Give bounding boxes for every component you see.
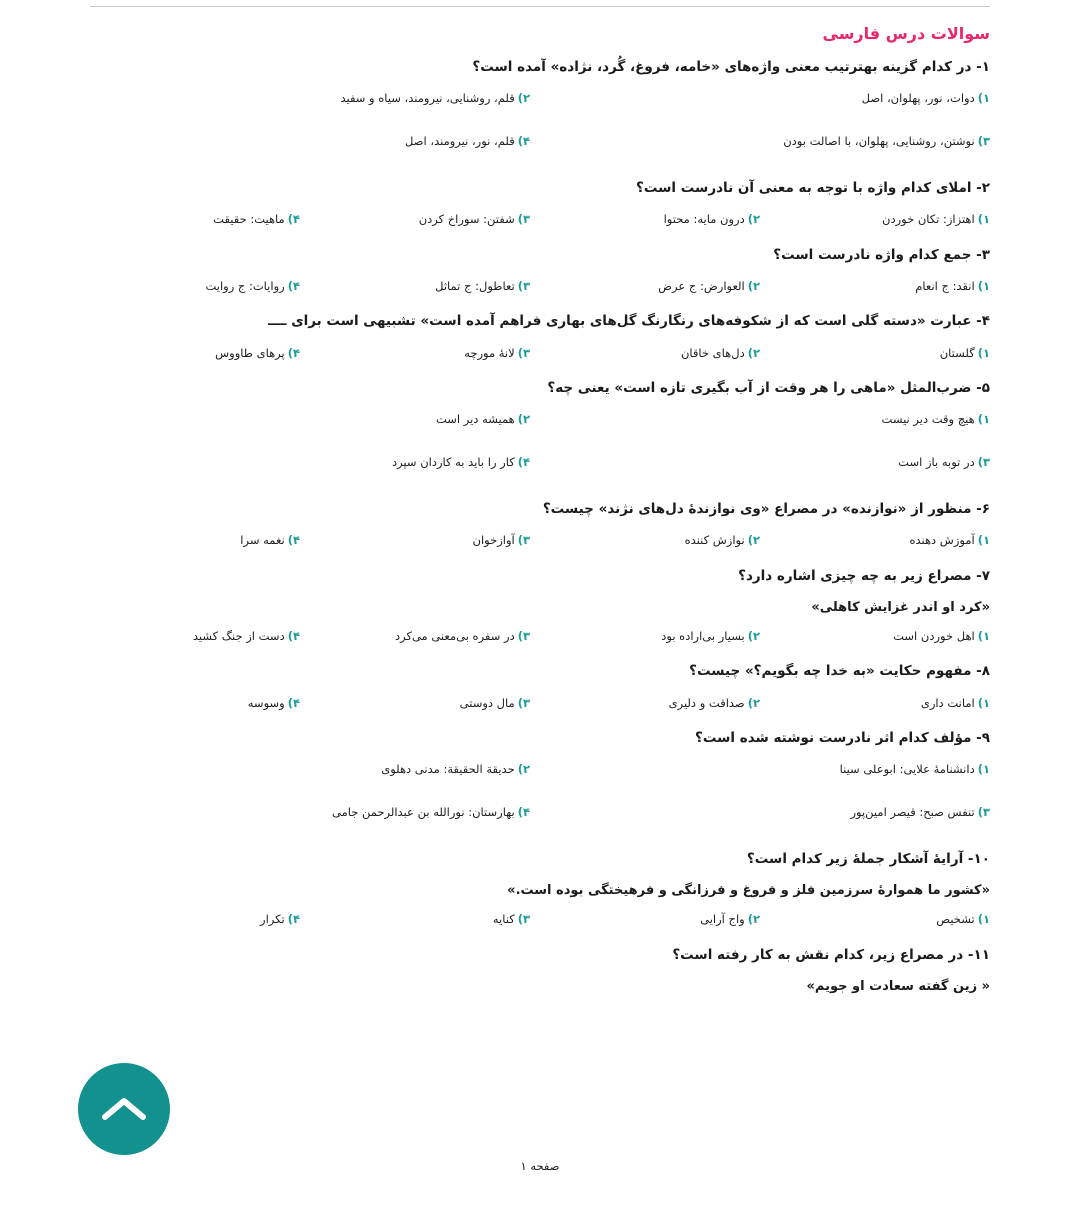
- answer-option[interactable]: [530, 760, 990, 778]
- option-number: ۳): [517, 628, 530, 643]
- option-number: ۴): [517, 804, 530, 819]
- answer-option[interactable]: [70, 89, 530, 107]
- option-number: ۳): [977, 133, 990, 148]
- answer-option[interactable]: [530, 210, 760, 228]
- answer-option[interactable]: [70, 803, 530, 821]
- top-divider: [90, 6, 990, 7]
- question-block: [70, 499, 990, 550]
- question-block: [70, 945, 990, 994]
- answer-option[interactable]: [530, 89, 990, 107]
- answer-option[interactable]: [530, 627, 760, 645]
- option-text: در سفره بی‌معنی می‌کرد: [395, 628, 515, 643]
- answer-option[interactable]: [530, 277, 760, 295]
- option-number: ۴): [517, 133, 530, 148]
- option-text: در توبه باز است: [898, 454, 975, 469]
- question-stem: ۹- مؤلف کدام اثر نادرست نوشته شده است؟: [695, 729, 990, 746]
- option-number: ۱): [977, 412, 990, 427]
- options-row: [70, 453, 990, 483]
- options-row: [70, 910, 990, 928]
- option-text: دانشنامهٔ علایی: ابوعلی سینا: [839, 762, 975, 777]
- option-text: قلم، نور، نیرومند، اصل: [405, 133, 515, 148]
- option-text: روایات: ج روایت: [205, 278, 285, 293]
- option-text: دل‌های خاقان: [680, 345, 745, 360]
- option-text: تعاطول: ج تماثل: [435, 278, 515, 293]
- answer-option[interactable]: [760, 910, 990, 928]
- option-text: امانت داری: [920, 695, 975, 710]
- option-text: نوشتن، روشنایی، پهلوان، با اصالت بودن: [783, 133, 975, 148]
- answer-option[interactable]: [760, 531, 990, 549]
- answer-option[interactable]: [300, 531, 530, 549]
- answer-option[interactable]: [530, 531, 760, 549]
- question-verse: «کرد او اندر غزایش کاهلی»: [811, 599, 990, 615]
- option-number: ۲): [747, 912, 760, 927]
- option-number: ۴): [287, 345, 300, 360]
- option-text: تشخیص: [936, 912, 975, 927]
- option-text: لانهٔ مورچه: [464, 345, 515, 360]
- answer-option[interactable]: [300, 210, 530, 228]
- option-text: شفتن: سوراخ کردن: [418, 212, 515, 227]
- option-text: العوارض: ج عرض: [658, 278, 745, 293]
- option-text: صداقت و دلیری: [668, 695, 745, 710]
- option-number: ۴): [287, 533, 300, 548]
- option-text: ماهیت: حقیقت: [213, 212, 285, 227]
- option-text: کنایه: [492, 912, 515, 927]
- question-block: [70, 566, 990, 646]
- answer-option[interactable]: [300, 694, 530, 712]
- page-title: سوالات درس فارسی: [822, 24, 990, 43]
- question-block: [70, 311, 990, 362]
- option-number: ۱): [977, 762, 990, 777]
- option-text: پرهای طاووس: [215, 345, 285, 360]
- answer-option[interactable]: [70, 410, 530, 428]
- option-text: حدیقة الحقیقة: مدنی دهلوی: [381, 762, 515, 777]
- option-number: ۱): [977, 212, 990, 227]
- option-number: ۲): [747, 212, 760, 227]
- question-block: [70, 178, 990, 229]
- answer-option[interactable]: [300, 277, 530, 295]
- option-number: ۴): [287, 912, 300, 927]
- answer-option[interactable]: [70, 760, 530, 778]
- answer-option[interactable]: [530, 453, 990, 471]
- answer-option[interactable]: [70, 910, 300, 928]
- question-stem: ۶- منظور از «نوازنده» در مصراع «وی نوازندهٔ دل‌های نژند» چیست؟: [542, 500, 990, 517]
- option-number: ۳): [517, 695, 530, 710]
- scroll-to-top-button[interactable]: [78, 1063, 170, 1155]
- option-text: تکرار: [260, 912, 285, 927]
- question-stem: ۱۱- در مصراع زیر، کدام نقش به کار رفته است؟: [672, 946, 990, 963]
- chevron-up-icon: [101, 1094, 147, 1124]
- options-row: [70, 210, 990, 228]
- question-verse: « زین گفته سعادت او جویم»: [806, 978, 990, 994]
- option-number: ۱): [977, 628, 990, 643]
- question-stem: ۱۰- آرایهٔ آشکار جملهٔ زیر کدام است؟: [746, 850, 990, 867]
- option-text: همیشه دیر است: [435, 412, 515, 427]
- question-block: [70, 661, 990, 712]
- option-text: قلم، روشنایی، نیرومند، سیاه و سفید: [340, 91, 515, 106]
- option-text: بسیار بی‌اراده بود: [661, 628, 745, 643]
- question-stem: ۲- املای کدام واژه با توجه به معنی آن نادرست است؟: [636, 180, 990, 197]
- options-row: [70, 531, 990, 549]
- option-text: گلستان: [939, 345, 975, 360]
- question-block: [70, 728, 990, 833]
- answer-option[interactable]: [70, 210, 300, 228]
- option-number: ۲): [747, 695, 760, 710]
- answer-option[interactable]: [70, 344, 300, 362]
- option-number: ۱): [977, 345, 990, 360]
- option-text: تنفس صبح: قیصر امین‌پور: [850, 804, 975, 819]
- option-number: ۳): [517, 912, 530, 927]
- option-number: ۴): [287, 628, 300, 643]
- options-row: [70, 803, 990, 833]
- question-stem: ۳- جمع کدام واژه نادرست است؟: [773, 246, 990, 263]
- answer-option[interactable]: [530, 344, 760, 362]
- answer-option[interactable]: [760, 277, 990, 295]
- answer-option[interactable]: [300, 910, 530, 928]
- answer-option[interactable]: [70, 453, 530, 471]
- question-block: [70, 378, 990, 483]
- option-number: ۳): [517, 533, 530, 548]
- option-number: ۲): [747, 533, 760, 548]
- question-verse: «کشور ما هموارهٔ سرزمین فلز و فروغ و فرزانگی و فرهیختگی بوده است.»: [507, 883, 990, 899]
- answer-option[interactable]: [760, 627, 990, 645]
- option-number: ۳): [977, 454, 990, 469]
- option-text: آوازخوان: [472, 533, 515, 548]
- option-number: ۴): [287, 278, 300, 293]
- option-text: نوازش کننده: [684, 533, 745, 548]
- option-text: هیچ وقت دیر نیست: [881, 412, 975, 427]
- question-stem: ۴- عبارت «دسته گلی است که از شکوفه‌های رنگارنگ گل‌های بهاری فراهم آمده است» تشبیهی است برای ــــ: [268, 313, 990, 330]
- option-number: ۳): [517, 278, 530, 293]
- option-text: دوات، نور، پهلوان، اصل: [861, 91, 975, 106]
- option-text: درون مایه: محتوا: [663, 212, 745, 227]
- answer-option[interactable]: [70, 694, 300, 712]
- answer-option[interactable]: [70, 531, 300, 549]
- options-row: [70, 132, 990, 162]
- options-row: [70, 89, 990, 119]
- option-text: اهتزاز: تکان خوردن: [882, 212, 975, 227]
- option-text: کار را باید به کاردان سپرد: [391, 454, 515, 469]
- options-row: [70, 410, 990, 440]
- option-text: وسوسه: [247, 695, 285, 710]
- option-number: ۲): [517, 412, 530, 427]
- option-number: ۱): [977, 912, 990, 927]
- question-stem: ۷- مصراع زیر به چه چیزی اشاره دارد؟: [738, 567, 990, 584]
- option-number: ۲): [517, 91, 530, 106]
- answer-option[interactable]: [760, 344, 990, 362]
- option-text: بهارستان: نورالله بن عبدالرحمن جامی: [331, 804, 515, 819]
- option-number: ۳): [977, 804, 990, 819]
- option-number: ۴): [287, 212, 300, 227]
- question-stem: ۸- مفهوم حکایت «به خدا چه بگویم؟» چیست؟: [689, 663, 990, 680]
- options-row: [70, 277, 990, 295]
- option-number: ۲): [747, 345, 760, 360]
- answer-option[interactable]: [530, 410, 990, 428]
- option-text: آموزش دهنده: [909, 533, 975, 548]
- option-number: ۲): [747, 628, 760, 643]
- page-footer-label: صفحه ۱: [520, 1159, 560, 1173]
- options-row: [70, 344, 990, 362]
- option-number: ۱): [977, 278, 990, 293]
- question-block: [70, 245, 990, 296]
- answer-option[interactable]: [70, 627, 300, 645]
- answer-option[interactable]: [530, 694, 760, 712]
- option-number: ۱): [977, 533, 990, 548]
- answer-option[interactable]: [530, 803, 990, 821]
- answer-option[interactable]: [70, 277, 300, 295]
- answer-option[interactable]: [70, 132, 530, 150]
- question-stem: ۱- در کدام گزینه بهترتیب معنی واژه‌های «خامه، فروغ، گُرد، نژاده» آمده است؟: [472, 59, 990, 75]
- option-number: ۳): [517, 212, 530, 227]
- option-number: ۴): [517, 454, 530, 469]
- question-stem: ۵- ضرب‌المثل «ماهی را هر وقت از آب بگیری تازه است» یعنی چه؟: [547, 379, 990, 396]
- option-number: ۱): [977, 695, 990, 710]
- answer-option[interactable]: [530, 910, 760, 928]
- option-text: مال دوستی: [459, 695, 515, 710]
- option-number: ۲): [747, 278, 760, 293]
- question-sheet: [70, 18, 1080, 1010]
- option-text: واج آرایی: [700, 912, 745, 927]
- options-row: [70, 627, 990, 645]
- answer-option[interactable]: [760, 694, 990, 712]
- option-text: اهل خوردن است: [893, 628, 975, 643]
- option-text: دست از جنگ کشید: [192, 628, 285, 643]
- options-row: [70, 694, 990, 712]
- answer-option[interactable]: [760, 210, 990, 228]
- option-number: ۴): [287, 695, 300, 710]
- question-block: [70, 849, 990, 929]
- questions-container: [70, 57, 990, 994]
- answer-option[interactable]: [300, 344, 530, 362]
- option-text: نغمه سرا: [240, 533, 285, 548]
- option-number: ۱): [977, 91, 990, 106]
- question-block: [70, 57, 990, 162]
- option-number: ۳): [517, 345, 530, 360]
- options-row: [70, 760, 990, 790]
- option-text: انقد: ج انعام: [915, 278, 975, 293]
- answer-option[interactable]: [300, 627, 530, 645]
- option-number: ۲): [517, 762, 530, 777]
- answer-option[interactable]: [530, 132, 990, 150]
